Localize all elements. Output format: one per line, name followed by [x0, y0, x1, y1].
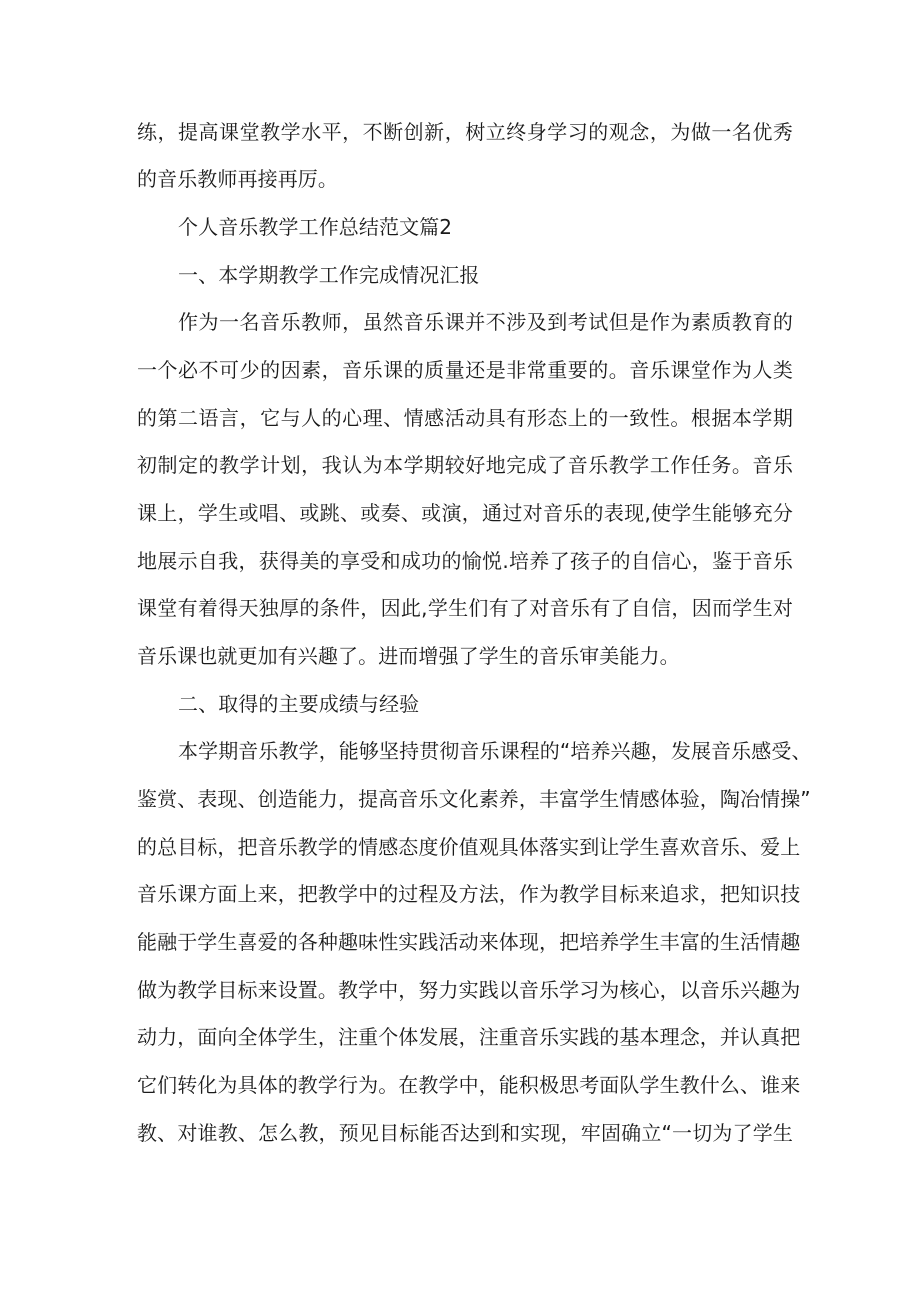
- body-line: 鉴赏、表现、创造能力，提高音乐文化素养，丰富学生情感体验，陶冶情操”: [137, 787, 811, 811]
- body-line: 课堂有着得天独厚的条件，因此,学生们有了对音乐有了自信，因而学生对: [137, 596, 793, 620]
- section-title: 个人音乐教学工作总结范文篇2: [178, 215, 453, 239]
- body-line: 练，提高课堂教学水平，不断创新，树立终身学习的观念，为做一名优秀: [137, 120, 793, 144]
- body-line: 教、对谁教、怎么教，预见目标能否达到和实现，牢固确立“一切为了学生: [137, 1121, 793, 1145]
- body-line: 的第二语言，它与人的心理、情感活动具有形态上的一致性。根据本学期: [137, 406, 793, 430]
- body-line: 它们转化为具体的教学行为。在教学中，能积极思考面队学生教什么、谁来: [137, 1073, 801, 1097]
- body-line: 能融于学生喜爱的各种趣味性实践活动来体现，把培养学生丰富的生活情趣: [137, 930, 801, 954]
- body-line: 动力，面向全体学生，注重个体发展，注重音乐实践的基本理念，并认真把: [137, 1025, 801, 1049]
- paragraph-first-line: 本学期音乐教学，能够坚持贯彻音乐课程的“培养兴趣，发展音乐感受、: [178, 739, 812, 763]
- body-line: 初制定的教学计划，我认为本学期较好地完成了音乐教学工作任务。音乐: [137, 453, 793, 477]
- body-line: 一个必不可少的因素，音乐课的质量还是非常重要的。音乐课堂作为人类: [137, 358, 793, 382]
- section-heading: 一、本学期教学工作完成情况汇报: [178, 263, 480, 287]
- body-line: 地展示自我，获得美的享受和成功的愉悦.培养了孩子的自信心，鉴于音乐: [137, 549, 793, 573]
- body-line: 音乐课方面上来，把教学中的过程及方法，作为教学目标来追求，把知识技: [137, 882, 801, 906]
- body-line: 的总目标，把音乐教学的情感态度价值观具体落实到让学生喜欢音乐、爱上: [137, 835, 801, 859]
- section-heading: 二、取得的主要成绩与经验: [178, 692, 420, 716]
- body-line: 课上，学生或唱、或跳、或奏、或演，通过对音乐的表现,使学生能够充分: [137, 501, 793, 525]
- body-line: 音乐课也就更加有兴趣了。进而增强了学生的音乐审美能力。: [137, 644, 680, 668]
- body-line: 的音乐教师再接再厉。: [137, 167, 338, 191]
- paragraph-first-line: 作为一名音乐教师，虽然音乐课并不涉及到考试但是作为素质教育的: [178, 310, 793, 334]
- body-line: 做为教学目标来设置。教学中，努力实践以音乐学习为核心，以音乐兴趣为: [137, 978, 801, 1002]
